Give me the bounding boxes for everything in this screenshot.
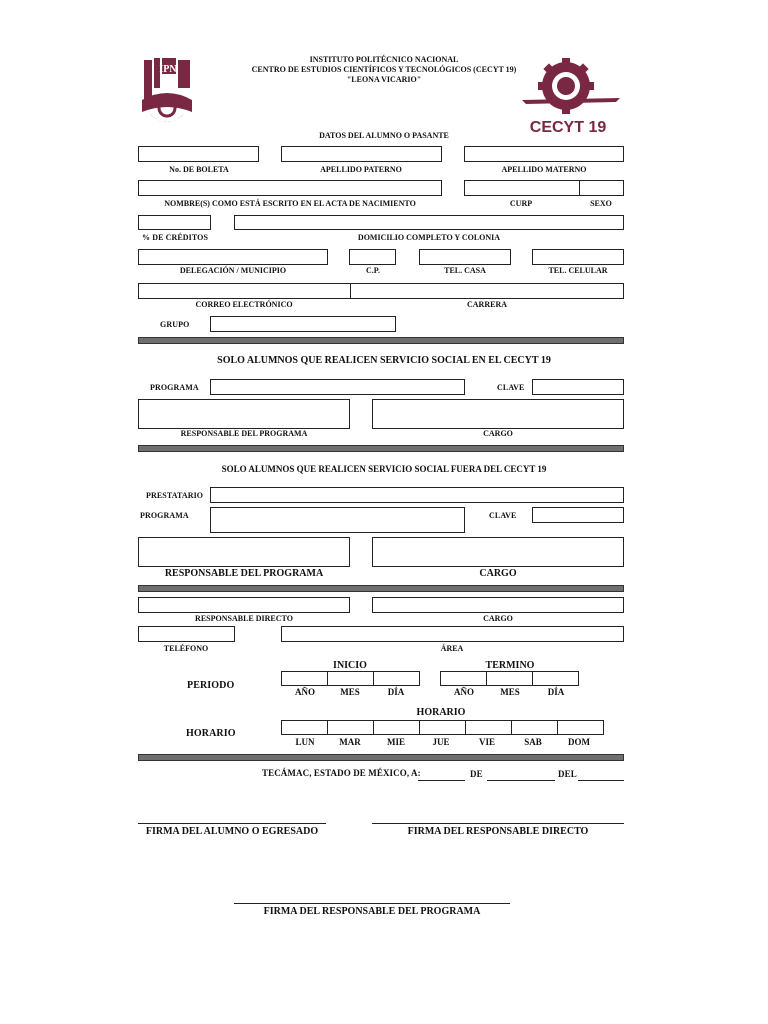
responsable-directo-field[interactable] bbox=[138, 597, 350, 613]
inicio-mes-field[interactable] bbox=[327, 671, 374, 686]
horario-mie-field[interactable] bbox=[373, 720, 420, 735]
firma-alumno-label: FIRMA DEL ALUMNO O EGRESADO bbox=[145, 826, 319, 837]
horario-dom-field[interactable] bbox=[557, 720, 604, 735]
inicio-anio-label: AÑO bbox=[295, 687, 315, 697]
day-label: LUN bbox=[295, 737, 315, 747]
day-label: DOM bbox=[568, 737, 590, 747]
day-label: MAR bbox=[339, 737, 361, 747]
creditos-label: % DE CRÉDITOS bbox=[142, 233, 209, 242]
responsable-programa-field[interactable] bbox=[138, 399, 350, 429]
periodo-label: PERIODO bbox=[187, 680, 235, 691]
inicio-dia-label: DÍA bbox=[387, 687, 405, 697]
horario-label: HORARIO bbox=[186, 728, 236, 739]
termino-dia-label: DÍA bbox=[547, 687, 565, 697]
apellido-paterno-field[interactable] bbox=[281, 146, 442, 162]
section-alumno-title: DATOS DEL ALUMNO O PASANTE bbox=[319, 131, 449, 140]
termino-anio-label: AÑO bbox=[454, 687, 474, 697]
cargo-externo-field[interactable] bbox=[372, 537, 624, 567]
responsable-directo-label: RESPONSABLE DIRECTO bbox=[195, 614, 293, 623]
section-divider bbox=[138, 585, 624, 592]
day-label: SAB bbox=[524, 737, 542, 747]
domicilio-label: DOMICILIO COMPLETO Y COLONIA bbox=[357, 233, 501, 242]
ipn-logo-text: IPN bbox=[159, 64, 177, 75]
tel-casa-label: TEL. CASA bbox=[444, 266, 486, 275]
telefono-label: TELÉFONO bbox=[163, 644, 209, 653]
programa-externo-label: PROGRAMA bbox=[140, 511, 189, 520]
clave-label: CLAVE bbox=[497, 383, 525, 392]
section-divider bbox=[138, 445, 624, 452]
prestatario-label: PRESTATARIO bbox=[146, 491, 204, 500]
cp-field[interactable] bbox=[349, 249, 396, 265]
apellido-paterno-label: APELLIDO PATERNO bbox=[320, 165, 402, 174]
programa-label: PROGRAMA bbox=[150, 383, 199, 392]
section-interno-title: SOLO ALUMNOS QUE REALICEN SERVICIO SOCIAL EN EL CECYT 19 bbox=[217, 355, 551, 366]
carrera-label: CARRERA bbox=[467, 300, 507, 309]
firma-directo-label: FIRMA DEL RESPONSABLE DIRECTO bbox=[407, 826, 589, 837]
day-label: MIE bbox=[387, 737, 405, 747]
inicio-anio-field[interactable] bbox=[281, 671, 328, 686]
cp-label: C.P. bbox=[366, 266, 380, 275]
day-label: JUE bbox=[432, 737, 450, 747]
cecyt-logo-text: CECYT 19 bbox=[529, 119, 607, 136]
firma-directo-line[interactable] bbox=[372, 823, 624, 824]
mes-firma-line[interactable] bbox=[487, 780, 555, 781]
lugar-label: TECÁMAC, ESTADO DE MÉXICO, A: bbox=[262, 768, 421, 778]
creditos-field[interactable] bbox=[138, 215, 211, 230]
responsable-externo-label: RESPONSABLE DEL PROGRAMA bbox=[164, 568, 324, 579]
area-label: ÁREA bbox=[440, 644, 464, 653]
sexo-field[interactable] bbox=[579, 180, 624, 196]
inicio-dia-field[interactable] bbox=[373, 671, 420, 686]
day-label: VIE bbox=[478, 737, 496, 747]
boleta-label: No. DE BOLETA bbox=[169, 165, 229, 174]
curp-label: CURP bbox=[509, 199, 533, 208]
tel-celular-label: TEL. CELULAR bbox=[548, 266, 608, 275]
area-field[interactable] bbox=[281, 626, 624, 642]
tel-casa-field[interactable] bbox=[419, 249, 511, 265]
termino-dia-field[interactable] bbox=[532, 671, 579, 686]
delegacion-field[interactable] bbox=[138, 249, 328, 265]
del-label: DEL bbox=[558, 769, 577, 779]
prestatario-field[interactable] bbox=[210, 487, 624, 503]
clave-externo-label: CLAVE bbox=[489, 511, 517, 520]
programa-externo-field[interactable] bbox=[210, 507, 465, 533]
responsable-externo-field[interactable] bbox=[138, 537, 350, 567]
cargo-label: CARGO bbox=[483, 429, 513, 438]
horario-sab-field[interactable] bbox=[511, 720, 558, 735]
horario-title: HORARIO bbox=[416, 707, 466, 718]
section-divider bbox=[138, 337, 624, 344]
termino-mes-field[interactable] bbox=[486, 671, 533, 686]
sexo-label: SEXO bbox=[590, 199, 612, 208]
horario-cells bbox=[282, 720, 604, 735]
dia-firma-line[interactable] bbox=[418, 780, 465, 781]
programa-field[interactable] bbox=[210, 379, 465, 395]
telefono-field[interactable] bbox=[138, 626, 235, 642]
correo-label: CORREO ELECTRÓNICO bbox=[195, 300, 293, 309]
horario-lun-field[interactable] bbox=[281, 720, 328, 735]
de-label: DE bbox=[470, 769, 483, 779]
firma-alumno-line[interactable] bbox=[138, 823, 326, 824]
periodo-termino-cells bbox=[441, 671, 579, 686]
grupo-field[interactable] bbox=[210, 316, 396, 332]
nombre-label: NOMBRE(S) COMO ESTÁ ESCRITO EN EL ACTA DE NACIMIENTO bbox=[164, 199, 416, 208]
clave-externo-field[interactable] bbox=[532, 507, 624, 523]
section-divider bbox=[138, 754, 624, 761]
horario-mar-field[interactable] bbox=[327, 720, 374, 735]
firma-programa-line[interactable] bbox=[234, 903, 510, 904]
cargo-directo-label: CARGO bbox=[483, 614, 513, 623]
horario-jue-field[interactable] bbox=[419, 720, 466, 735]
termino-mes-label: MES bbox=[500, 687, 520, 697]
delegacion-label: DELEGACIÓN / MUNICIPIO bbox=[179, 266, 287, 275]
domicilio-field[interactable] bbox=[234, 215, 624, 230]
periodo-inicio-cells bbox=[282, 671, 420, 686]
carrera-field[interactable] bbox=[350, 283, 624, 299]
boleta-field[interactable] bbox=[138, 146, 259, 162]
tel-celular-field[interactable] bbox=[532, 249, 624, 265]
anio-firma-line[interactable] bbox=[578, 780, 624, 781]
header-school-name: "LEONA VICARIO" bbox=[346, 75, 422, 84]
horario-vie-field[interactable] bbox=[465, 720, 512, 735]
cecyt-logo bbox=[520, 56, 622, 138]
apellido-materno-label: APELLIDO MATERNO bbox=[501, 165, 587, 174]
cargo-field[interactable] bbox=[372, 399, 624, 429]
firma-programa-label: FIRMA DEL RESPONSABLE DEL PROGRAMA bbox=[263, 906, 481, 917]
curp-field[interactable] bbox=[464, 180, 580, 196]
apellido-materno-field[interactable] bbox=[464, 146, 624, 162]
termino-anio-field[interactable] bbox=[440, 671, 487, 686]
termino-label: TERMINO bbox=[485, 660, 535, 671]
section-externo-title: SOLO ALUMNOS QUE REALICEN SERVICIO SOCIAL FUERA DEL CECYT 19 bbox=[221, 464, 547, 474]
cargo-externo-label: CARGO bbox=[479, 568, 517, 579]
cargo-directo-field[interactable] bbox=[372, 597, 624, 613]
correo-field[interactable] bbox=[138, 283, 351, 299]
header-center: CENTRO DE ESTUDIOS CIENTÍFICOS Y TECNOLÓGICOS (CECYT 19) bbox=[251, 65, 517, 74]
header-institute: INSTITUTO POLITÉCNICO NACIONAL bbox=[309, 55, 459, 64]
clave-field[interactable] bbox=[532, 379, 624, 395]
inicio-label: INICIO bbox=[333, 660, 367, 671]
responsable-programa-label: RESPONSABLE DEL PROGRAMA bbox=[180, 429, 308, 438]
grupo-label: GRUPO bbox=[160, 320, 190, 329]
nombre-field[interactable] bbox=[138, 180, 442, 196]
inicio-mes-label: MES bbox=[340, 687, 360, 697]
